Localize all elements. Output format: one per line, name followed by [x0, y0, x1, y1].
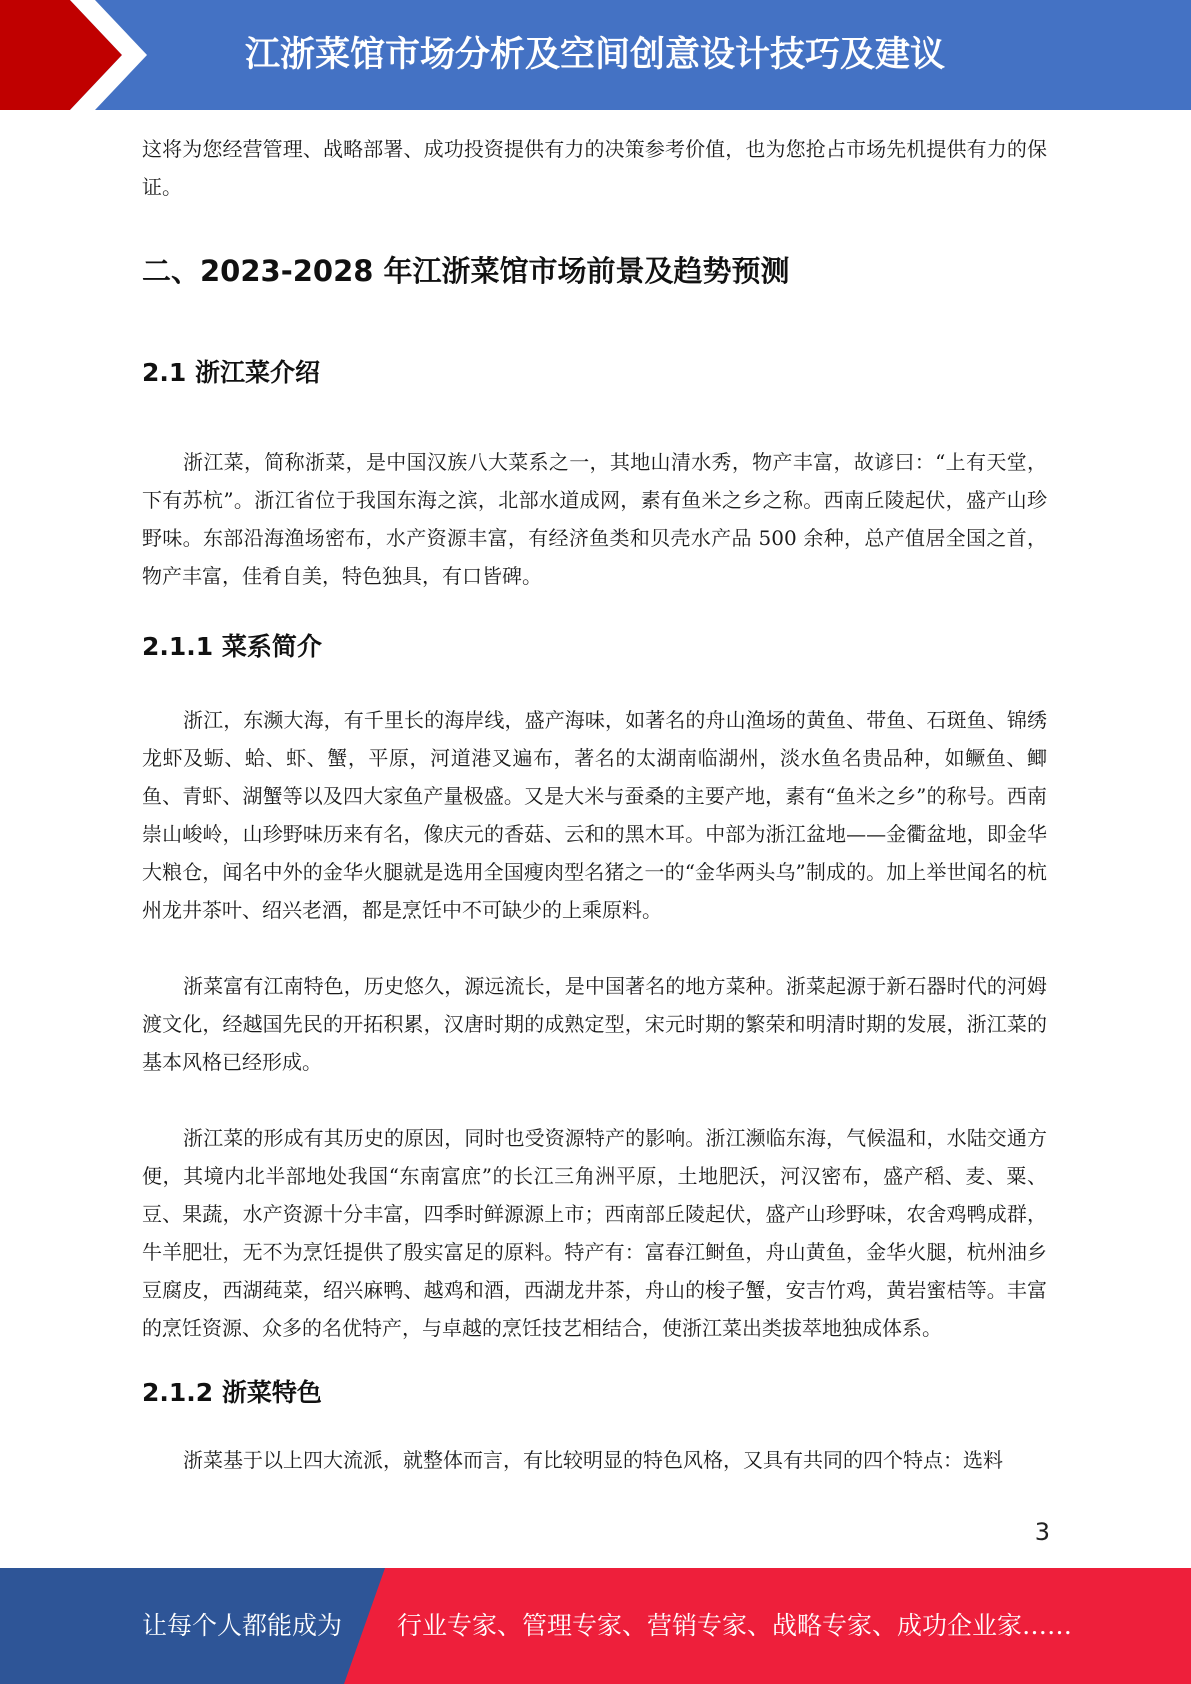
intro-paragraph: 这将为您经营管理、战略部署、成功投资提供有力的决策参考价值，也为您抢占市场先机提供有力的保证。 [142, 137, 1047, 199]
body-paragraph: 浙江，东濒大海，有千里长的海岸线，盛产海味，如著名的舟山渔场的黄鱼、带鱼、石斑鱼、锦绣龙虾及蛎、蛤、虾、蟹，平原，河道港叉遍布，著名的太湖南临湖州，淡水鱼名贵品种，如鳜鱼、鲫鱼、青虾、湖蟹等以及四大家鱼产量极盛。又是大米与蚕桑的主要产地，素有“鱼米之乡”的称号。西南崇山峻岭，山珍野味历来有名，像庆元的香菇、云和的黑木耳。中部为浙江盆地——金衢盆地，即金华大粮仓，闻名中外的金华火腿就是选用全国瘦肉型名猪之一的“金华两头乌”制成的。加上举世闻名的杭州龙井茶叶、绍兴老酒，都是烹饪中不可缺少的上乘原料。 [142, 708, 1047, 922]
body-paragraph: 浙江菜，简称浙菜，是中国汉族八大菜系之一，其地山清水秀，物产丰富，故谚曰：“上有天堂，下有苏杭”。浙江省位于我国东海之滨，北部水道成网，素有鱼米之乡之称。西南丘陵起伏，盛产山珍野味。东部沿海渔场密布，水产资源丰富，有经济鱼类和贝壳水产品 500 余种，总产值居全国之首，物产丰富，佳肴自美，特色独具，有口皆碑。 [142, 450, 1047, 588]
footer-slogan-right: 行业专家、管理专家、营销专家、战略专家、成功企业家…… [397, 1611, 1073, 1640]
subsubsection-heading-2: 2.1.2 浙菜特色 [142, 1378, 322, 1407]
section-heading: 二、2023-2028 年江浙菜馆市场前景及趋势预测 [142, 254, 790, 288]
body-paragraph: 浙江菜的形成有其历史的原因，同时也受资源特产的影响。浙江濒临东海，气候温和，水陆交通方便，其境内北半部地处我国“东南富庶”的长江三角洲平原，土地肥沃，河汉密布，盛产稻、麦、粟、豆、果蔬，水产资源十分丰富，四季时鲜源源上市；西南部丘陵起伏，盛产山珍野味，农舍鸡鸭成群，牛羊肥壮，无不为烹饪提供了殷实富足的原料。特产有：富春江鲥鱼，舟山黄鱼，金华火腿，杭州油乡豆腐皮，西湖莼菜，绍兴麻鸭、越鸡和酒，西湖龙井茶，舟山的梭子蟹，安吉竹鸡，黄岩蜜桔等。丰富的烹饪资源、众多的名优特产，与卓越的烹饪技艺相结合，使浙江菜出类拔萃地独成体系。 [142, 1126, 1047, 1340]
page-header [0, 0, 1191, 110]
subsection-heading: 2.1 浙江菜介绍 [142, 358, 320, 387]
footer-slogan-left: 让每个人都能成为 [142, 1611, 343, 1640]
page-footer [0, 1568, 1191, 1684]
document-title: 江浙菜馆市场分析及空间创意设计技巧及建议 [245, 35, 946, 75]
subsubsection-heading-1: 2.1.1 菜系简介 [142, 632, 322, 661]
page-content [142, 130, 1047, 1479]
page-number: 3 [1034, 1518, 1050, 1546]
body-paragraph: 浙菜富有江南特色，历史悠久，源远流长，是中国著名的地方菜种。浙菜起源于新石器时代的河姆渡文化，经越国先民的开拓积累，汉唐时期的成熟定型，宋元时期的繁荣和明清时期的发展，浙江菜的基本风格已经形成。 [142, 974, 1047, 1074]
body-paragraph: 浙菜基于以上四大流派，就整体而言，有比较明显的特色风格，又具有共同的四个特点：选料 [183, 1448, 1003, 1472]
